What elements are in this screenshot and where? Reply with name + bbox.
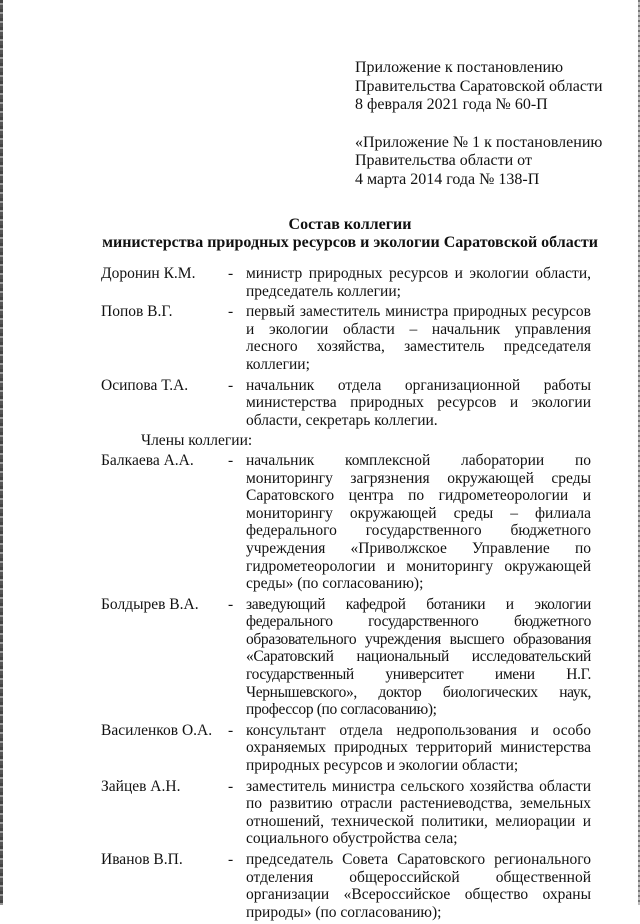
member-entry-balkaeva — [101, 452, 591, 593]
collegium-composition — [101, 265, 591, 924]
title-line-1: Состав коллегии — [288, 216, 412, 233]
appendix-block-original — [355, 134, 603, 190]
member-name: Попов В.Г. — [101, 303, 173, 321]
scan-edge-left — [0, 0, 3, 905]
member-name: Василенков О.А. — [101, 721, 213, 739]
member-entry-osipova — [101, 377, 591, 430]
member-dash: - — [228, 265, 234, 282]
title-line-2: министерства природных ресурсов и экологии Саратовской области — [102, 234, 598, 251]
member-name: Балкаева А.А. — [101, 451, 194, 469]
member-entry-doronin — [101, 265, 591, 300]
appendix-line: Приложение к постановлению — [355, 59, 564, 76]
member-name: Зайцев А.Н. — [101, 777, 181, 795]
member-description: консультант отдела недропользования и особо охраняемых природных территорий министерства природных ресурсов и экологии области; — [246, 721, 591, 775]
appendix-line: Правительства области от — [355, 152, 532, 169]
appendix-note — [355, 59, 603, 208]
member-entry-ivanov — [101, 851, 591, 921]
member-entry-popov — [101, 303, 591, 373]
member-entry-boldyrev — [101, 596, 591, 719]
member-description: министр природных ресурсов и экологии области, председатель коллегии; — [246, 265, 591, 300]
member-name: Иванов В.П. — [101, 851, 183, 868]
members-heading: Члены коллегии: — [141, 432, 253, 450]
member-name: Доронин К.М. — [101, 265, 196, 282]
member-description: председатель Совета Саратовского регионального отделения общероссийской общественной организации «Всероссийское общество охраны природы» (по согласованию); — [246, 851, 591, 921]
member-description: заместитель министра сельского хозяйства области по развитию отрасли растениеводства, земельных отношений, технической политики, мелиорации и социального обустройства села; — [246, 777, 591, 848]
appendix-line: 4 марта 2014 года № 138-П — [355, 170, 540, 188]
member-name: Болдырев В.А. — [101, 595, 199, 613]
member-dash: - — [228, 851, 234, 868]
member-description: первый заместитель министра природных ресурсов и экологии области – начальник управления лесного хозяйства, заместитель председателя коллегии; — [246, 303, 591, 373]
member-dash: - — [228, 777, 234, 795]
member-description: заведующий кафедрой ботаники и экологии федерального государственного бюджетного образовательного учреждения высшего образования «Саратовский национальный исследовательский государственный университет имени Н.Г. Чернышевского», доктор биологических наук, профессор (по согласованию); — [246, 595, 591, 719]
member-dash: - — [228, 595, 234, 613]
member-description: начальник отдела организационной работы министерства природных ресурсов и экологии области, секретарь коллегии. — [246, 376, 591, 429]
appendix-line: Правительства Саратовской области — [355, 77, 603, 95]
member-name: Осипова Т.А. — [101, 376, 189, 394]
member-dash: - — [228, 721, 234, 739]
appendix-line: 8 февраля 2021 года № 60-П — [355, 96, 548, 113]
member-dash: - — [228, 376, 234, 394]
member-description: начальник комплексной лаборатории по мониторингу загрязнения окружающей среды Саратовского центра по гидрометеорологии и мониторингу окружающей среды – филиала федерального государственного бюджетного учреждения «Приволжское Управление по гидрометеорологии и мониторингу окружающей среды» (по согласованию); — [246, 451, 591, 593]
appendix-line: «Приложение № 1 к постановлению — [355, 133, 603, 151]
member-dash: - — [228, 303, 234, 321]
member-entry-vasilenkov — [101, 722, 591, 775]
member-dash: - — [228, 451, 234, 469]
document-title — [0, 216, 640, 252]
appendix-block-current — [355, 59, 603, 115]
member-entry-zaitsev — [101, 778, 591, 848]
